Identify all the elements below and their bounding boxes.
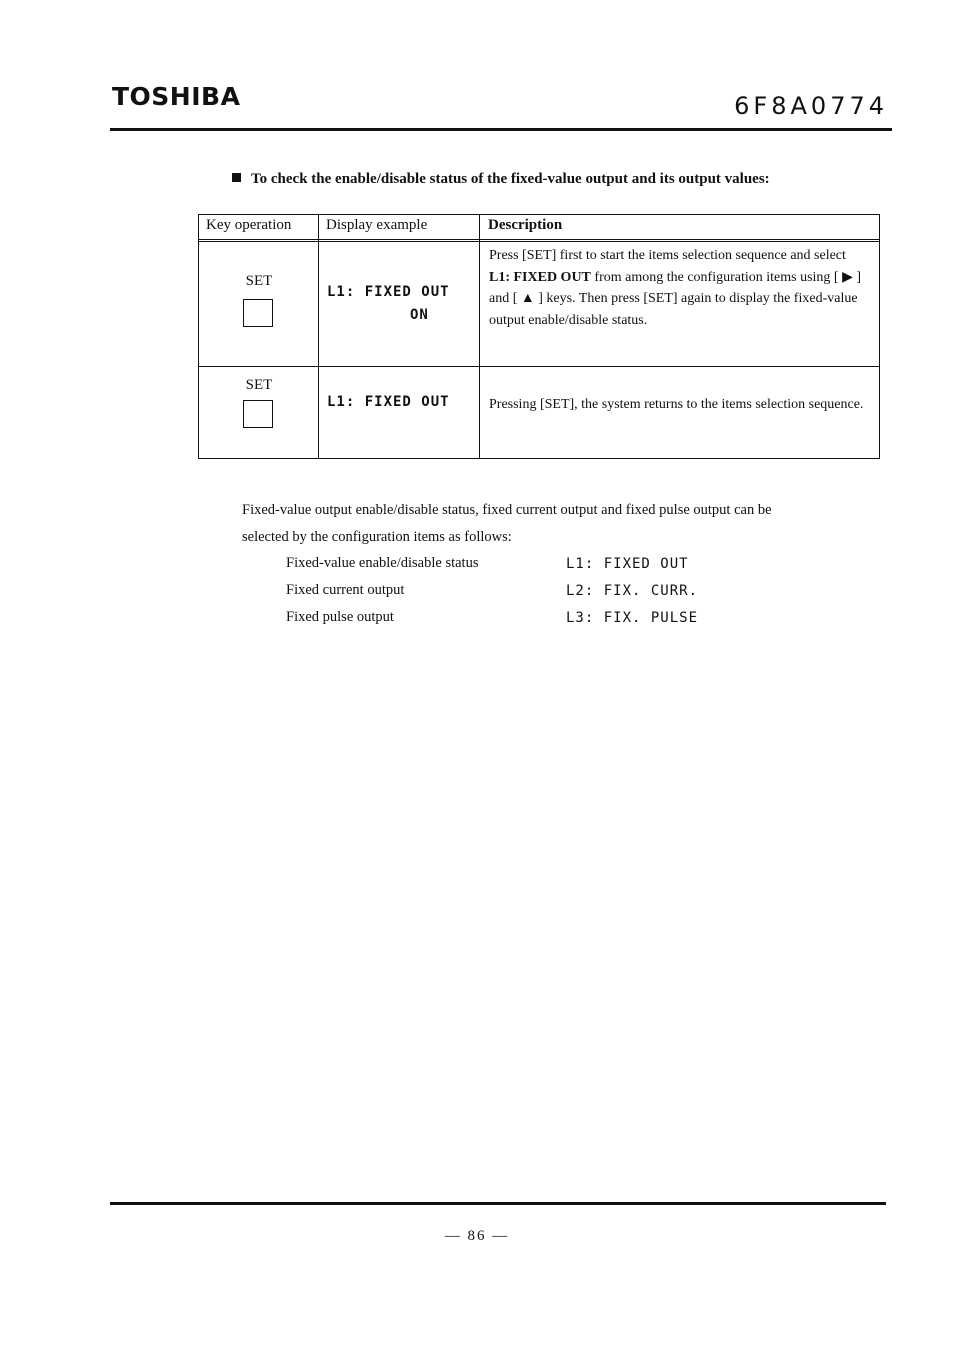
document-number: 6F8A0774 xyxy=(734,92,888,120)
key-label: SET xyxy=(245,377,273,393)
config-item-code: L3: FIX. PULSE xyxy=(566,610,699,626)
config-item-label: Fixed pulse output xyxy=(286,609,394,625)
display-line-1: L1: FIXED OUT xyxy=(327,284,450,300)
square-bullet-icon xyxy=(232,173,241,182)
display-line-1: L1: FIXED OUT xyxy=(327,394,450,410)
config-item-label: Fixed current output xyxy=(286,582,405,598)
row-divider xyxy=(199,366,879,367)
row-1-description-part-a: Press [SET] first to start the items selection sequence and select xyxy=(489,248,846,263)
set-key-icon xyxy=(243,400,273,428)
header-display-example: Display example xyxy=(326,217,428,233)
header-description: Description xyxy=(488,217,563,233)
display-line-2: ON xyxy=(410,307,429,323)
row-1-description xyxy=(489,245,869,331)
config-item-code: L2: FIX. CURR. xyxy=(566,583,699,599)
notes-intro-line-2: selected by the configuration items as follows: xyxy=(242,529,512,545)
notes-intro-line-1: Fixed-value output enable/disable status, fixed current output and fixed pulse output can be xyxy=(242,502,772,518)
section-heading xyxy=(232,171,770,188)
row-1-description-emphasis: L1: FIXED OUT xyxy=(489,269,591,285)
company-logo: TOSHIBA xyxy=(112,82,241,111)
row-2-description: Pressing [SET], the system returns to the items selection sequence. xyxy=(489,397,864,412)
config-item-code: L1: FIXED OUT xyxy=(566,556,689,572)
set-key-icon xyxy=(243,299,273,327)
page-number: — 86 — xyxy=(444,1228,510,1244)
section-heading-text: To check the enable/disable status of the fixed-value output and its output values: xyxy=(251,171,770,187)
key-label: SET xyxy=(245,273,273,289)
header-rule xyxy=(110,128,892,131)
header-double-rule xyxy=(199,241,879,242)
key-operation-table xyxy=(198,214,880,459)
config-item-label: Fixed-value enable/disable status xyxy=(286,555,479,571)
footer-rule xyxy=(110,1202,886,1205)
column-divider xyxy=(318,215,319,458)
header-key-operation: Key operation xyxy=(206,217,292,233)
column-divider xyxy=(479,215,480,458)
row-1-description-part-b: from among the configuration items using [ ▶ ] and [ ▲ ] keys. Then press [SET] again to display the fixed-value output enable/disable status. xyxy=(489,269,862,328)
